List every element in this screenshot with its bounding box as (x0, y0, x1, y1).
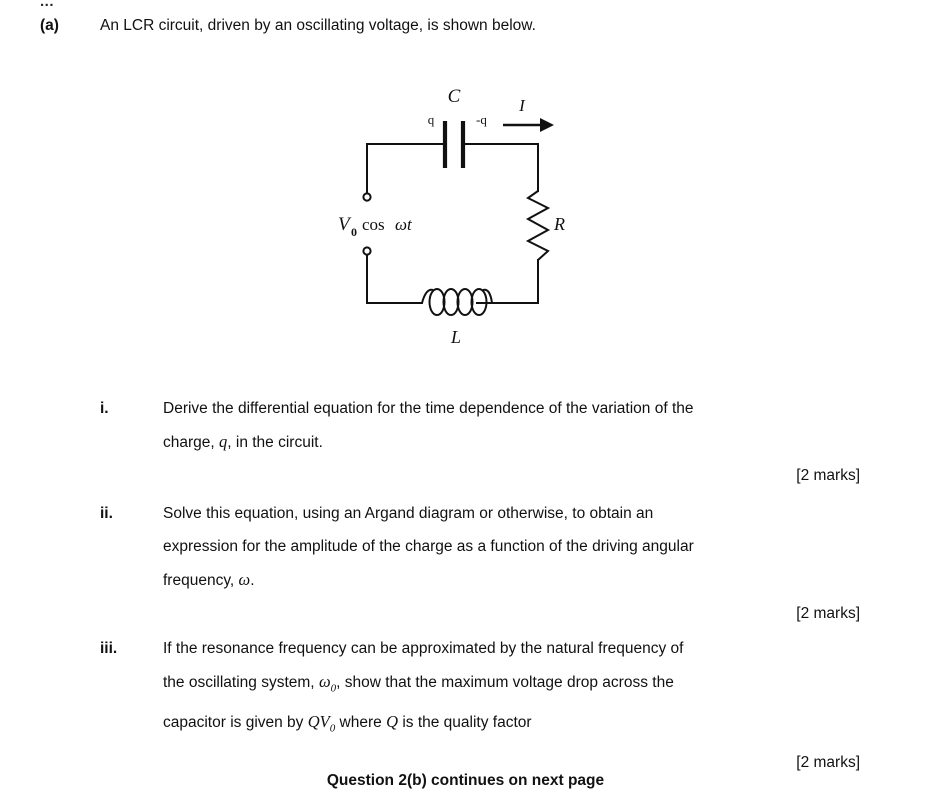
math-symbol: Q (386, 712, 399, 732)
math-symbol: ω (238, 570, 251, 589)
question-text-run: , in the circuit. (227, 434, 323, 451)
math-symbol: $\omega_0$ (318, 672, 337, 695)
question-text-run: frequency, (163, 572, 239, 589)
question-body (163, 392, 890, 459)
source-label (338, 214, 413, 239)
exam-page: ... (a) An LCR circuit, driven by an oscillating voltage, is shown below. C q -q I R L V 0 cos ωt i. Derive the differential equation for the time dependence of the variation of the charge, q, in the circuit. [2 marks] ii. Solve this equation, using an Argand diagram or otherwise, to obtain an expression for the amplitude of the charge as a function of the driving angular frequency, ω. [2 marks] iii. If the resonance frequency can be approximated by the natural frequency of the oscillating system, $\omega_0$, show that the maximum voltage drop across the capacitor is given by $QV_0$ where Q is the quality factor [2 marks] Question 2(b) continues on next page (0, 0, 931, 784)
question-row (100, 497, 890, 597)
question-block-iii (100, 632, 890, 779)
marks-allocation: [2 marks] (796, 753, 860, 771)
marks-allocation: [2 marks] (796, 605, 860, 622)
question-line (163, 705, 890, 745)
question-body (163, 632, 890, 746)
source-label-cos: cos (362, 215, 385, 234)
inductor-label: L (450, 327, 462, 347)
source-label-arg: ωt (395, 215, 412, 234)
question-text-run: where (335, 714, 387, 732)
inductor-loop-2 (444, 289, 459, 315)
resistor-label: R (554, 214, 565, 234)
math-subscript: 0 (330, 682, 337, 695)
footer-cutoff-fragment: Question 2(b) continues on next page (326, 772, 605, 789)
question-line (163, 665, 890, 705)
current-label: I (519, 96, 525, 115)
resistor-zigzag (528, 191, 548, 260)
question-text-run: the oscillating system, (163, 674, 319, 691)
source-label-sub: 0 (351, 225, 357, 239)
question-text-run: charge, (163, 434, 220, 451)
question-text-run: expression for the amplitude of the charge as a function of the driving angular (163, 538, 694, 555)
question-numeral: ii. (100, 505, 113, 522)
inductor-loop-3 (458, 289, 473, 315)
question-block-ii (100, 497, 890, 630)
question-row (100, 632, 890, 746)
question-text-run: Derive the differential equation for the time dependence of the variation of the (163, 400, 694, 417)
question-text-run: is the quality factor (398, 714, 532, 732)
question-text-run: , show that the maximum voltage drop across the (336, 674, 674, 691)
question-line (163, 530, 890, 563)
question-text-run: . (250, 572, 255, 589)
question-line (163, 497, 890, 530)
inductor-loop-1 (430, 289, 445, 315)
part-label: (a) (40, 17, 59, 34)
question-line (163, 563, 890, 597)
question-numeral: i. (100, 400, 109, 417)
question-row (100, 392, 890, 459)
math-symbol: q (219, 432, 228, 451)
question-text-run: If the resonance frequency can be approximated by the natural frequency of (163, 640, 684, 657)
question-line (163, 425, 890, 459)
question-line (163, 392, 890, 425)
question-text-run: capacitor is given by (163, 714, 308, 732)
current-arrow (503, 118, 554, 132)
source-terminal-top (363, 193, 370, 200)
part-statement: An LCR circuit, driven by an oscillating voltage, is shown below. (100, 17, 536, 34)
question-body (163, 497, 890, 597)
math-subscript: 0 (329, 722, 336, 735)
lcr-circuit-diagram (330, 80, 600, 355)
capacitor-label: C (447, 86, 461, 107)
charge-positive-label: q (427, 112, 435, 127)
marks-allocation: [2 marks] (796, 467, 860, 484)
part-a-row (40, 17, 890, 35)
question-numeral: iii. (100, 640, 118, 657)
source-terminal-bottom (363, 247, 370, 254)
question-block-i (100, 392, 890, 492)
math-symbol: $QV_0$ (307, 712, 336, 735)
question-text-run: Solve this equation, using an Argand diagram or otherwise, to obtain an (163, 505, 654, 522)
charge-negative-label: -q (476, 112, 487, 127)
question-line (163, 632, 890, 665)
source-label-v: V (338, 214, 350, 235)
